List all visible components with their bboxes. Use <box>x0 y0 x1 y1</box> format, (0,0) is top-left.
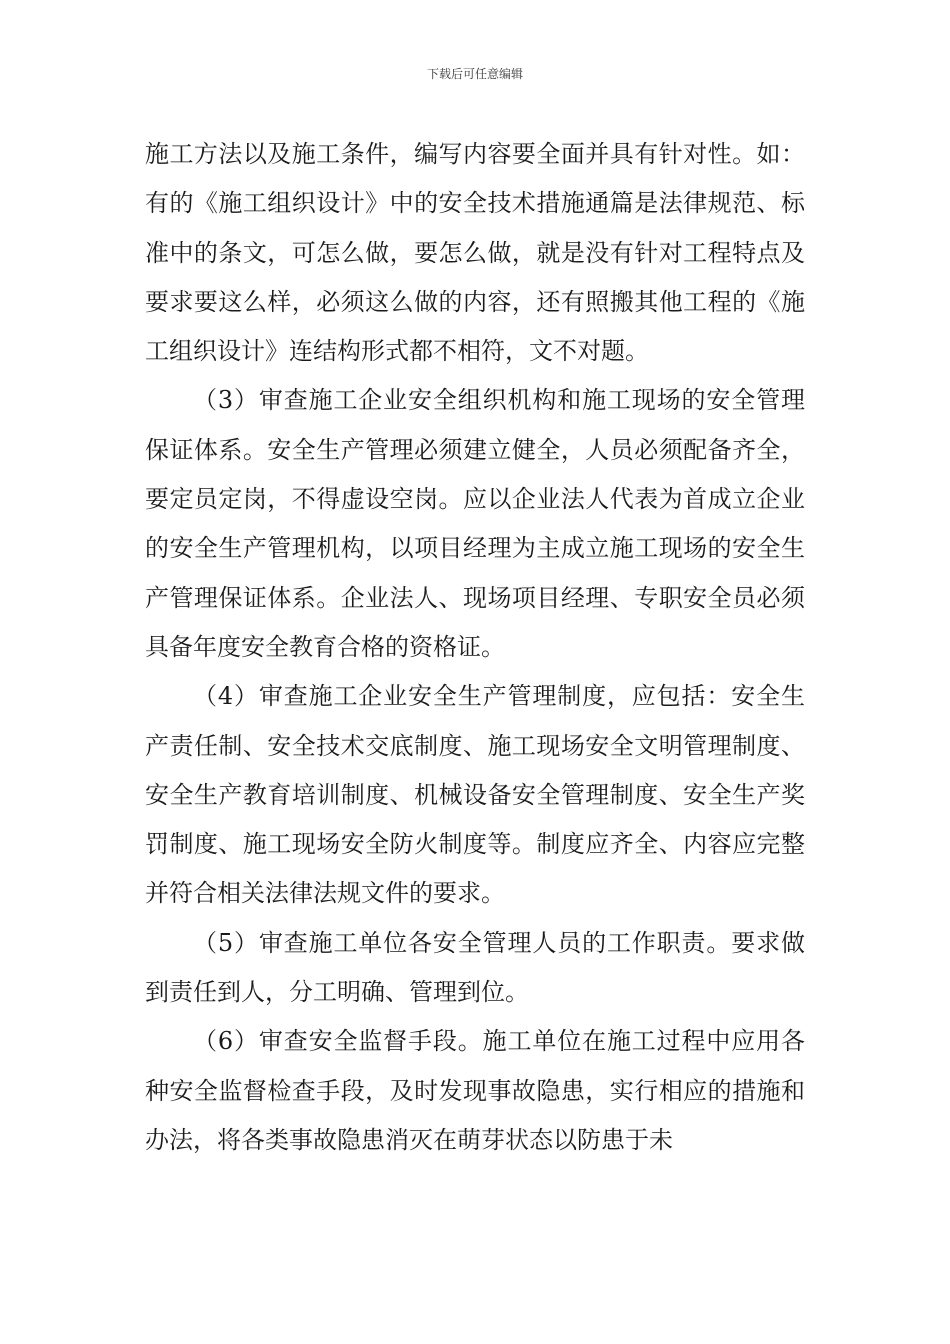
paragraph-continuation: 施工方法以及施工条件，编写内容要全面并具有针对性。如：有的《施工组织设计》中的安全技术措施通篇是法律规范、标准中的条文，可怎么做，要怎么做，就是没有针对工程特点及要求要这么样，必须这么做的内容，还有照搬其他工程的《施工组织设计》连结构形式都不相符，文不对题。 <box>145 140 805 366</box>
paragraph-item-4: （4）审查施工企业安全生产管理制度，应包括：安全生产责任制、安全技术交底制度、施工现场安全文明管理制度、安全生产教育培训制度、机械设备安全管理制度、安全生产奖罚制度、施工现场安全防火制度等。制度应齐全、内容应完整并符合相关法律法规文件的要求。 <box>145 682 805 908</box>
document-body <box>145 130 805 1165</box>
paragraph-item-3: （3）审查施工企业安全组织机构和施工现场的安全管理保证体系。安全生产管理必须建立健全，人员必须配备齐全，要定员定岗，不得虚设空岗。应以企业法人代表为首成立企业的安全生产管理机构，以项目经理为主成立施工现场的安全生产管理保证体系。企业法人、现场项目经理、专职安全员必须具备年度安全教育合格的资格证。 <box>145 386 805 661</box>
paragraph-item-6: （6）审查安全监督手段。施工单位在施工过程中应用各种安全监督检查手段，及时发现事故隐患，实行相应的措施和办法，将各类事故隐患消灭在萌芽状态以防患于未 <box>145 1027 805 1154</box>
page-header: 下载后可任意编辑 <box>426 67 523 81</box>
paragraph-item-5: （5）审查施工单位各安全管理人员的工作职责。要求做到责任到人，分工明确、管理到位。 <box>145 928 805 1007</box>
